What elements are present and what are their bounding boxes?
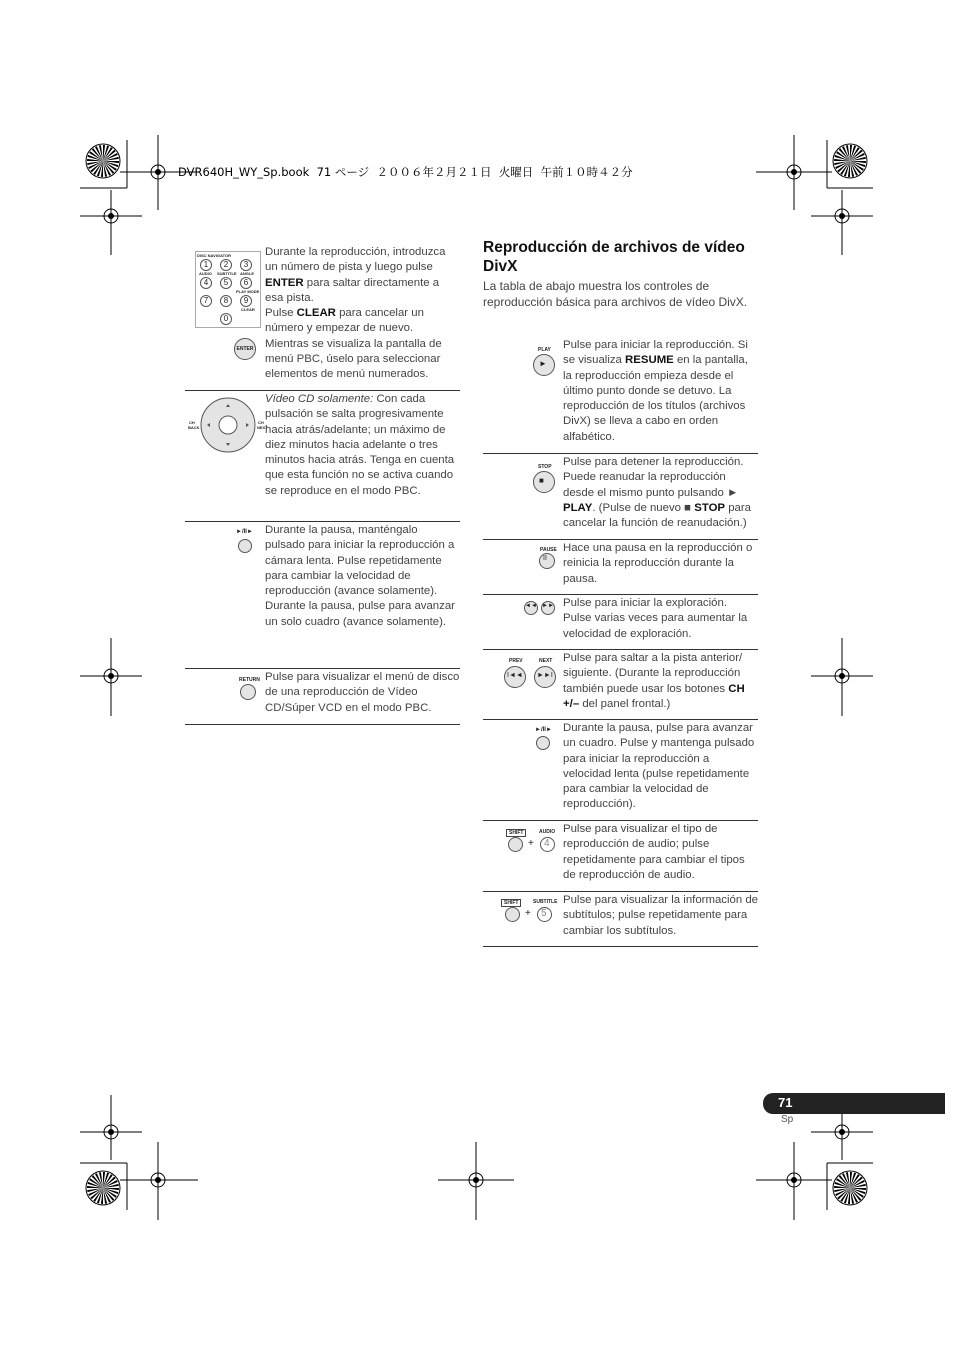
stop-symbol: ■: [539, 476, 544, 485]
prev-symbol: I◄◄: [507, 672, 523, 679]
next-label: NEXT: [539, 658, 553, 664]
digit-1: 1: [200, 259, 212, 271]
digit-9: 9: [240, 295, 252, 307]
starburst-target-icon: [833, 144, 867, 178]
subtitle-label: SUBTITLE: [217, 271, 237, 276]
subtitle-label-right: SUBTITLE: [533, 899, 558, 905]
table-row: [185, 240, 460, 391]
table-row: [483, 336, 758, 454]
digit-4: 4: [200, 277, 212, 289]
slow-button-icon-right: [536, 736, 550, 750]
starburst-target-icon: [86, 144, 120, 178]
row-text: Pulse para detener la reproducción. Puede reanudar la reproducción desde el mismo punto pulsando ► PLAY. (Pulse de nuevo ■ STOP para cancelar la función de reanudación.): [563, 456, 751, 530]
digit-7: 7: [200, 295, 212, 307]
row-text: Pulse para saltar a la pista anterior/ siguiente. (Durante la reproducción también puede usar los botones CH +/– del panel frontal.): [563, 652, 745, 710]
rewind-symbol: ◄◄: [525, 603, 537, 609]
right-table: [483, 336, 758, 948]
table-row: [483, 649, 758, 720]
page-language: Sp: [781, 1114, 794, 1125]
angle-label: ANGLE: [240, 271, 254, 276]
shift-label: SHIFT: [506, 829, 526, 837]
dial-icon: [193, 390, 263, 460]
starburst-target-icon: [86, 1171, 120, 1205]
digit-2: 2: [220, 259, 232, 271]
play-label: PLAY: [538, 347, 551, 353]
row-text: Durante la pausa, manténgalo pulsado para iniciar la reproducción a cámara lenta. Pulse repetidamente para cambiar la velocidad de reproducción (avance solamente). Durante la pausa, pulse para avanzar un solo cuadro (avance solamente).: [265, 524, 455, 628]
ch-next-label-1: CH: [258, 420, 264, 425]
prev-label: PREV: [509, 658, 523, 664]
plus-symbol: +: [528, 838, 534, 849]
table-row: [483, 453, 758, 540]
row-text: Pulse para visualizar el tipo de reproducción de audio; pulse repetidamente para cambiar el tipos de reproducción de audio.: [563, 823, 745, 881]
slow-label-right: ►/II►: [535, 727, 552, 733]
stop-button-icon: [533, 471, 555, 493]
four-symbol: 4: [544, 838, 550, 849]
ch-back-label-2: BACK: [188, 425, 200, 430]
file-header: DVR640H_WY_Sp.book 71 ページ ２００６年２月２１日 火曜日 午前１０時４２分: [178, 165, 633, 179]
left-table: [185, 240, 460, 725]
digit-6: 6: [240, 277, 252, 289]
number-keypad-icon: [195, 251, 261, 328]
shift-label-2: SHIFT: [501, 899, 521, 907]
table-row: [185, 390, 460, 522]
table-row: [483, 719, 758, 821]
fast-forward-symbol: ►►: [542, 603, 554, 609]
enter-label: ENTER: [236, 346, 254, 352]
audio-label-right: AUDIO: [539, 829, 556, 835]
ch-back-label-1: CH: [189, 420, 195, 425]
five-symbol: 5: [541, 908, 547, 919]
table-row: [483, 594, 758, 650]
row-text: Pulse para visualizar el menú de disco de una reproducción de Vídeo CD/Súper VCD en el modo PBC.: [265, 671, 460, 714]
pause-label: PAUSE: [540, 547, 557, 553]
return-button-icon: [240, 684, 256, 700]
table-row: [483, 891, 758, 947]
row-text: Pulse para iniciar la exploración. Pulse varias veces para aumentar la velocidad de exploración.: [563, 597, 748, 640]
digit-5: 5: [220, 277, 232, 289]
row-text: Durante la reproducción, introduzca un número de pista y luego pulse ENTER para saltar directamente a esa pista. Pulse CLEAR para cancelar un número y empezar de nuevo. Mientras se visualiza la pantalla de menú PBC, úselo para seleccionar elementos de menú numerados.: [265, 246, 446, 381]
pause-button-icon: [539, 553, 555, 569]
pause-symbol: II: [543, 555, 547, 562]
row-text: Durante la pausa, pulse para avanzar un cuadro. Pulse y mantenga pulsado para iniciar la reproducción a velocidad lenta (pulse repetidamente para cambiar la velocidad de reproducción).: [563, 722, 755, 811]
digit-0: 0: [220, 313, 232, 325]
starburst-target-icon: [833, 1171, 867, 1205]
clear-label: CLEAR: [241, 307, 255, 312]
table-row: [185, 668, 460, 725]
plus-symbol-2: +: [525, 908, 531, 919]
row-text: Vídeo CD solamente: Con cada pulsación se salta progresivamente hacia atrás/adelante; un máximo de diez minutos hacia adelante o tres minutos hacia atrás. Tenga en cuenta que esta función no se activa cuando se reproduce en el modo PBC.: [265, 393, 455, 497]
return-label: RETURN: [239, 677, 260, 683]
play-symbol: ►: [539, 359, 547, 368]
section-intro: La tabla de abajo muestra los controles de reproducción básica para archivos de vídeo DivX.: [483, 279, 748, 309]
row-text: Pulse para visualizar la información de subtítulos; pulse repetidamente para cambiar los subtítulos.: [563, 894, 759, 937]
ch-next-label-2: NEXT: [257, 425, 268, 430]
slow-label: ►/II►: [236, 529, 253, 535]
next-symbol: ►►I: [537, 672, 553, 679]
slow-button-icon: [238, 539, 252, 553]
play-mode-label: PLAY MODE: [236, 289, 260, 294]
shift-button-icon-2: [505, 907, 520, 922]
row-text: Pulse para iniciar la reproducción. Si se visualiza RESUME en la pantalla, la reproducción empieza desde el último punto donde se detuvo. La reproducción de los títulos (archivos DivX) se lleva a cabo en orden alfabético.: [563, 339, 748, 443]
table-row: [483, 539, 758, 595]
table-row: [483, 820, 758, 892]
stop-label: STOP: [538, 464, 552, 470]
row-text: Hace una pausa en la reproducción o reinicia la reproducción durante la pausa.: [563, 542, 753, 585]
table-row: [185, 521, 460, 669]
digit-3: 3: [240, 259, 252, 271]
section-title: Reproducción de archivos de vídeo DivX: [483, 239, 745, 275]
keypad-label: DISC NAVIGATOR: [197, 253, 232, 258]
audio-label: AUDIO: [199, 271, 212, 276]
page-number: 71: [778, 1095, 793, 1110]
digit-8: 8: [220, 295, 232, 307]
shift-button-icon: [508, 837, 523, 852]
